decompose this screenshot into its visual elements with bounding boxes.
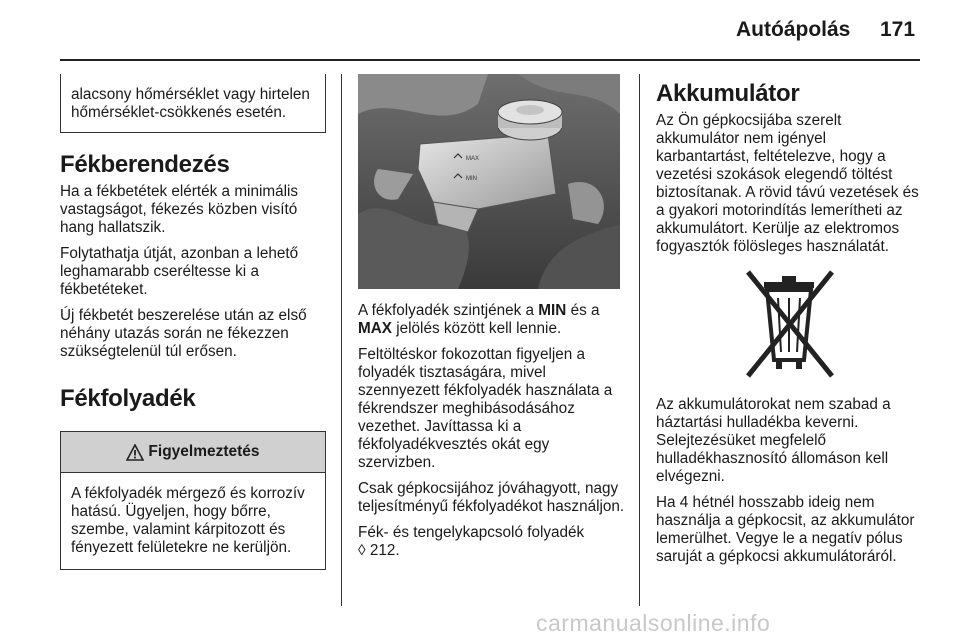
header-rule [60, 59, 920, 61]
battery-paragraph-3: Ha 4 hétnél hosszabb ideig nem használja a gépkocsit, az akkumulátor lemerülhet. Vegye le a negatív pólus saruját a gépkocsi akkumulátoráról. [656, 494, 915, 565]
warning-title: Figyelmeztetés [148, 443, 260, 460]
column-divider-2 [639, 74, 640, 606]
page-reference-icon: ◊ [358, 542, 366, 559]
page-reference-link[interactable]: 212. [369, 542, 400, 559]
battery-paragraph-2: Az akkumulátorokat nem szabad a háztartási hulladékba keverni. Selejtezésüket megfelelő hulladékhasznosító állomáson kell elvégezni. [656, 396, 891, 485]
page-number: 171 [880, 18, 916, 41]
fluid-level-mid: és a [566, 302, 600, 319]
fluid-paragraph-4-text: Fék- és tengelykapcsoló folyadék [358, 524, 585, 541]
continued-box [60, 74, 326, 133]
fluid-level-post: jelölés között kell lennie. [392, 320, 562, 337]
photo-max-label: MAX [466, 156, 480, 162]
column-2 [358, 302, 626, 568]
fluid-level-paragraph [358, 302, 626, 338]
warning-text: A fékfolyadék mérgező és korrozív hatású. Ügyeljen, hogy bőrre, szembe, valamint kárpitozott és fényezett felületekre ne kerüljön. [71, 485, 305, 556]
photo-min-label: MIN [466, 176, 477, 182]
watermark: carmanualsonline.info [536, 610, 771, 636]
brakes-paragraph-1: Ha a fékbetétek elérték a minimális vastagságot, fékezés közben visító hang hallatszik. [60, 183, 299, 236]
fluid-paragraph-3: Csak gépkocsijához jóváhagyott, nagy teljesítményű fékfolyadékot használjon. [358, 480, 625, 515]
brake-fluid-heading: Fékfolyadék [60, 385, 196, 412]
fluid-level-pre: A fékfolyadék szintjének a [358, 302, 539, 319]
battery-heading: Akkumulátor [656, 80, 800, 107]
fluid-paragraph-4 [358, 524, 626, 560]
max-marker: MAX [358, 320, 392, 337]
warning-box [60, 431, 326, 570]
brakes-paragraph-2: Folytathatja útját, azonban a lehető leghamarabb cseréltesse ki a fékbetéteket. [60, 245, 299, 298]
page-header-title: Autóápolás [736, 18, 851, 41]
warning-header [61, 432, 325, 473]
crossed-out-bin-icon [734, 268, 844, 380]
continued-box-text: alacsony hőmérséklet vagy hirtelen hőmérséklet-csökkenés esetén. [71, 86, 310, 121]
brakes-paragraph-3: Új fékbetét beszerelése után az első néhány utazás során ne fékezzen szükségtelenül túl erősen. [60, 307, 307, 360]
warning-triangle-icon [126, 444, 144, 461]
column-3 [656, 80, 922, 574]
min-marker: MIN [538, 302, 567, 319]
fluid-paragraph-2: Feltöltéskor fokozottan figyeljen a folyadék tisztaságára, mivel szennyezett fékfolyadék használata a fékrendszer meghibásodásához vezethet. Javíttassa ki a fékfolyadékvesztés okát egy szervizben. [358, 346, 613, 471]
battery-paragraph-1: Az Ön gépkocsijába szerelt akkumulátor nem igényel karbantartást, feltételezve, hogy a vezetési szokások elegendő töltést biztosítanak. A rövid távú vezetések és a gyakori motorindítás lemerítheti az akkumulátort. Kerülje az elektromos fogyasztók fölösleges használatát. [656, 112, 919, 255]
column-divider-1 [341, 74, 342, 606]
brake-fluid-reservoir-photo [358, 74, 620, 289]
column-1 [60, 74, 326, 570]
brakes-heading: Fékberendezés [60, 151, 230, 178]
